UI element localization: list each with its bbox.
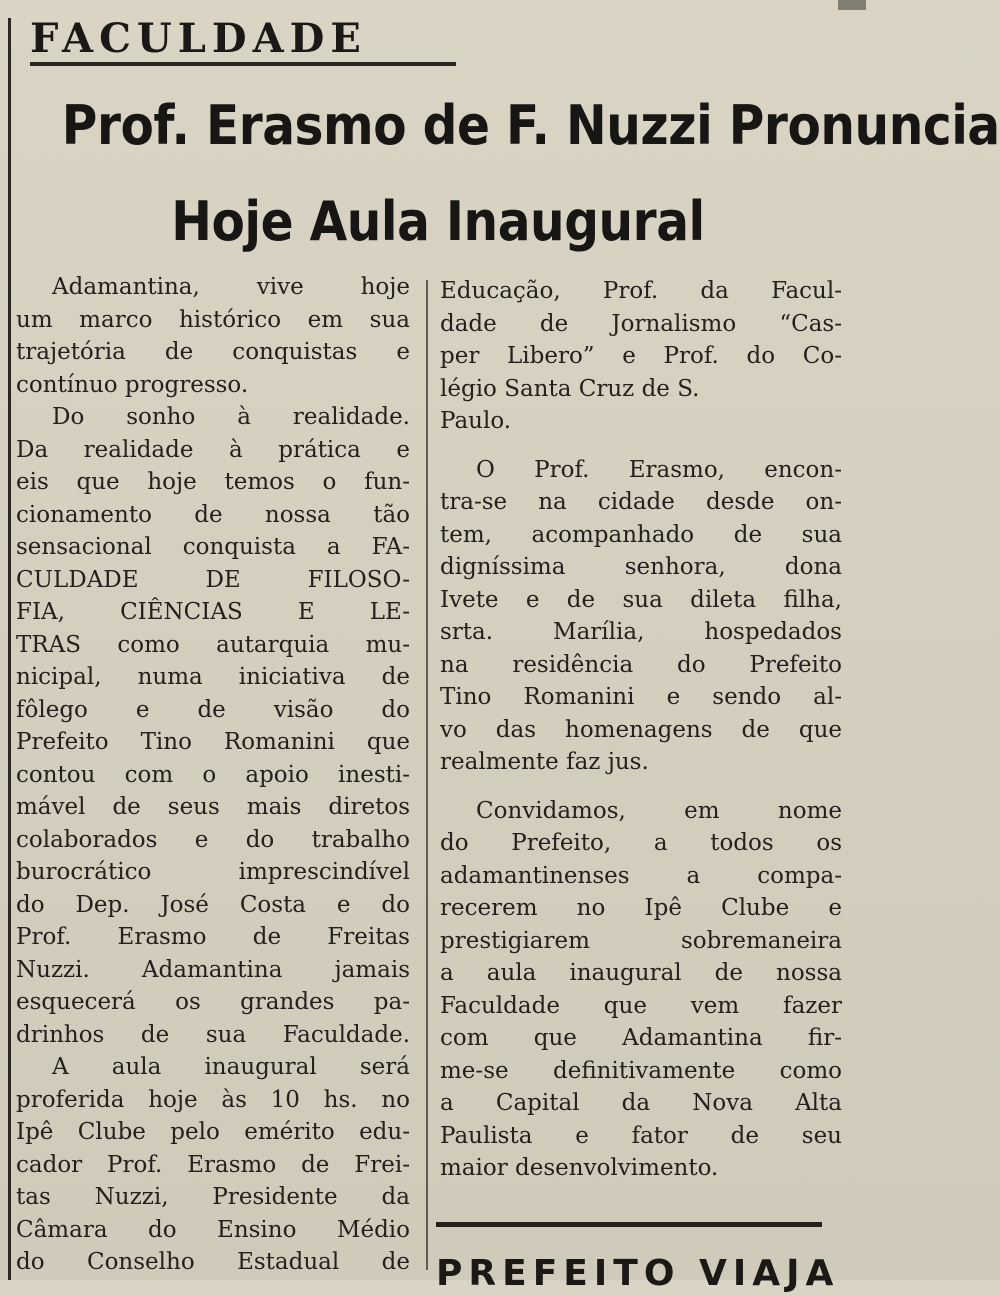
text-line: Nuzzi. Adamantina jamais (16, 956, 410, 983)
text-line: Convidamos, em nome (476, 797, 842, 824)
text-line: tra-se na cidade desde on- (440, 489, 842, 515)
text-line: trajetória de conquistas e (16, 339, 410, 365)
text-line: Faculdade que vem fazer (440, 992, 842, 1019)
text-line: fôlego e de visão do (16, 696, 410, 723)
text-line: eis que hoje temos o fun- (16, 469, 410, 495)
text-line: proferida hoje às 10 hs. no (16, 1086, 410, 1113)
text-line: a aula inaugural de nossa (440, 960, 842, 986)
text-line: a Capital da Nova Alta (440, 1090, 842, 1116)
text-line: O Prof. Erasmo, encon- (476, 456, 842, 483)
paragraph-gap (440, 787, 842, 795)
text-line: FIA, CIÊNCIAS E LE- (16, 599, 410, 625)
text-line: colaborados e do trabalho (16, 826, 410, 853)
text-line: srta. Marília, hospedados (440, 619, 842, 645)
paragraph-gap (440, 779, 842, 787)
text-line: do Dep. José Costa e do (16, 891, 410, 918)
text-line: per Libero” e Prof. do Co- (440, 343, 842, 369)
text-line: do Prefeito, a todos os (440, 830, 842, 856)
article-end-rule (436, 1222, 822, 1227)
page-corner-mark (838, 0, 866, 10)
text-line: tas Nuzzi, Presidente da (16, 1184, 410, 1210)
text-line: Ipê Clube pelo emérito edu- (16, 1119, 410, 1145)
text-line: nicipal, numa iniciativa de (16, 664, 410, 690)
text-line: Tino Romanini e sendo al- (440, 684, 842, 710)
text-line: vo das homenagens de que (440, 716, 842, 743)
text-line: na residência do Prefeito (440, 651, 842, 678)
text-line: A aula inaugural será (52, 1054, 410, 1080)
text-line: cionamento de nossa tão (16, 501, 410, 528)
text-line: contínuo progresso. (16, 371, 249, 398)
text-line: CULDADE DE FILOSO- (16, 566, 410, 593)
text-line: Prefeito Tino Romanini que (16, 729, 410, 755)
headline-line-1: Prof. Erasmo de F. Nuzzi Pronuncia (61, 94, 1000, 157)
text-line: um marco histórico em sua (16, 306, 410, 333)
text-line: adamantinenses a compa- (440, 862, 842, 889)
headline-line-2: Hoje Aula Inaugural (171, 190, 705, 253)
text-line: com que Adamantina fir- (440, 1025, 842, 1051)
text-line: drinhos de sua Faculdade. (16, 1021, 410, 1048)
text-line: Educação, Prof. da Facul- (440, 278, 842, 304)
text-line: me-se definitivamente como (440, 1057, 842, 1084)
text-line: Prof. Erasmo de Freitas (16, 924, 410, 950)
text-line: contou com o apoio inesti- (16, 761, 410, 788)
text-line: Paulo. (440, 408, 512, 434)
next-article-headline: PREFEITO VIAJA (436, 1253, 840, 1294)
text-line: maior desenvolvimento. (440, 1155, 719, 1181)
text-line: Do sonho à realidade. (52, 404, 410, 430)
text-line: tem, acompanhado de sua (440, 521, 842, 548)
paragraph-gap (440, 438, 842, 446)
text-line: mável de seus mais diretos (16, 794, 410, 820)
text-line: Câmara do Ensino Médio (16, 1216, 410, 1243)
text-line: digníssima senhora, dona (440, 554, 842, 580)
text-line: sensacional conquista a FA- (16, 534, 410, 560)
article-column-left (16, 271, 410, 1279)
text-line: realmente faz jus. (440, 749, 649, 775)
text-line: cador Prof. Erasmo de Frei- (16, 1151, 410, 1178)
text-line: Adamantina, vive hoje (52, 274, 410, 300)
section-label-underline (30, 62, 456, 66)
section-label: FACULDADE (30, 15, 367, 62)
article-column-right (440, 275, 842, 1185)
text-line: burocrático imprescindível (16, 859, 410, 885)
column-border-left (8, 18, 11, 1280)
text-line: TRAS como autarquia mu- (16, 631, 410, 658)
article-headline (61, 78, 1000, 270)
text-line: Ivete e de sua dileta filha, (440, 586, 842, 613)
paragraph-gap (440, 446, 842, 454)
text-line: Paulista e fator de seu (440, 1122, 842, 1149)
text-line: dade de Jornalismo “Cas- (440, 310, 842, 337)
text-line: légio Santa Cruz de S. (440, 375, 700, 402)
text-line: prestigiarem sobremaneira (440, 927, 842, 954)
text-line: Da realidade à prática e (16, 436, 410, 463)
text-line: esquecerá os grandes pa- (16, 989, 410, 1015)
text-line: do Conselho Estadual de (16, 1249, 410, 1275)
column-divider (426, 280, 428, 1270)
text-line: recerem no Ipê Clube e (440, 895, 842, 921)
